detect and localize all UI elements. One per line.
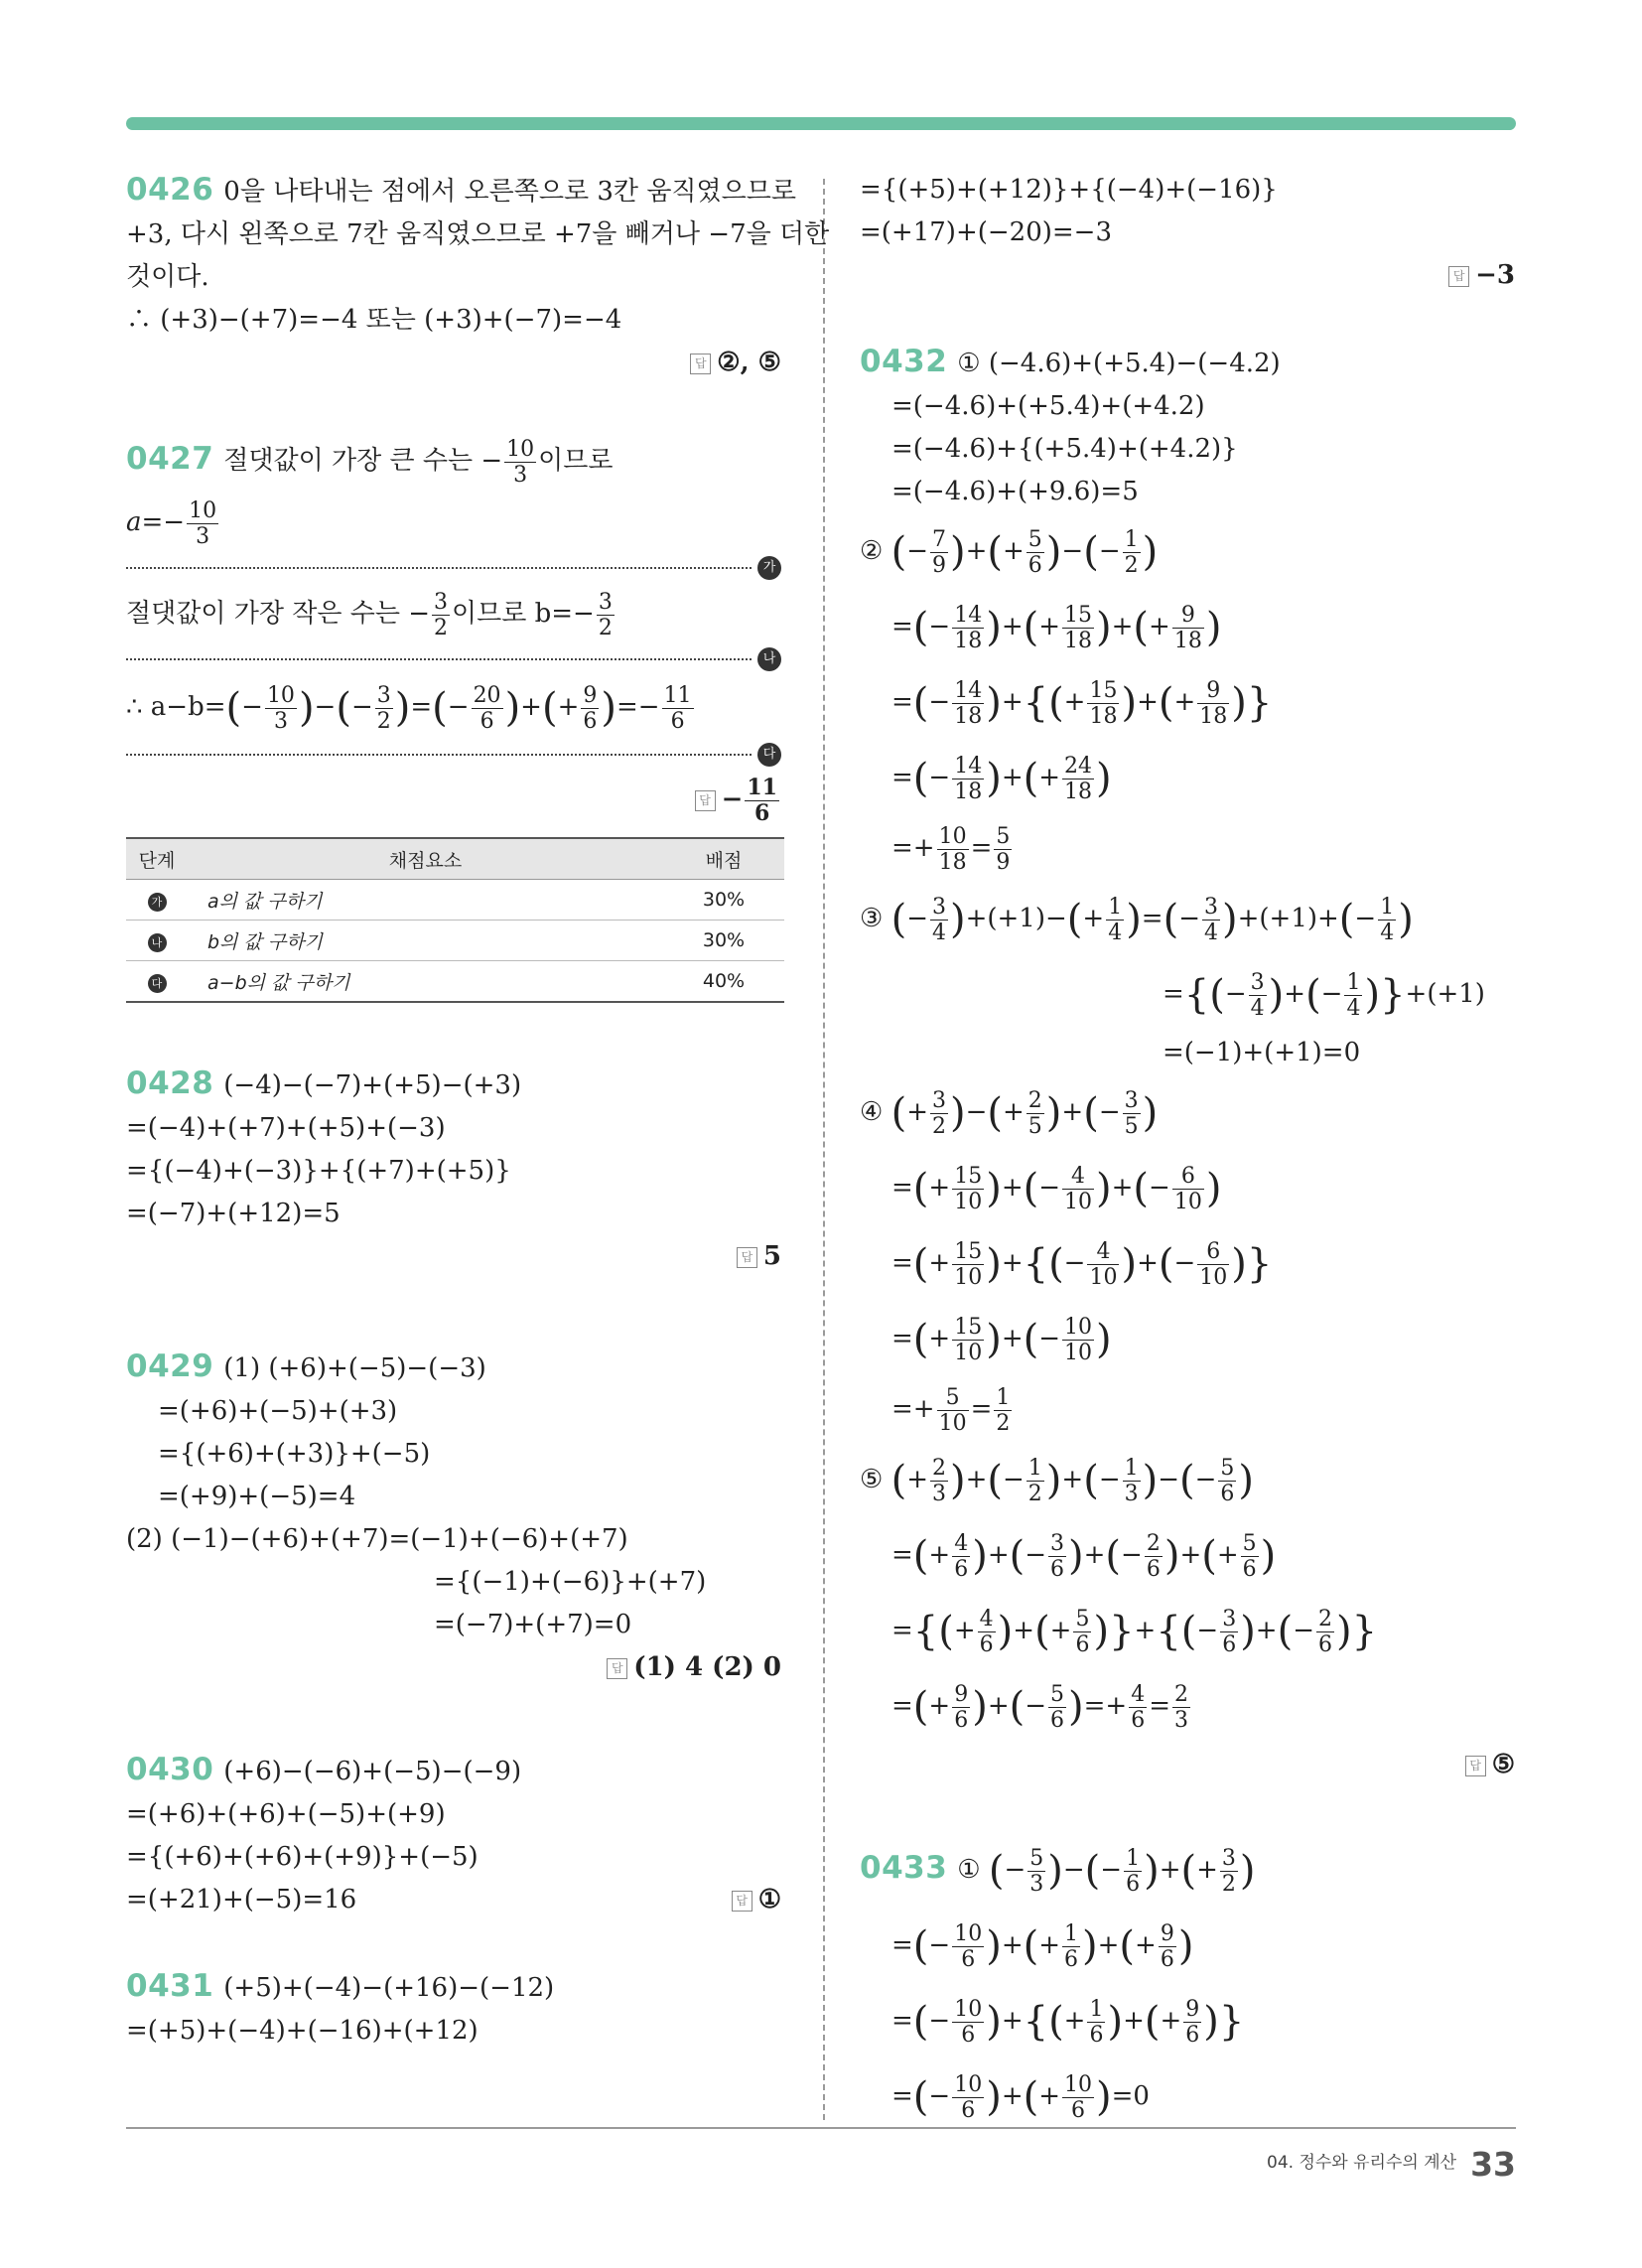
text-line: =(+17)+(−20)=−3 [860,217,1112,247]
text-line: ={(−1)+(−6)}+(+7) [434,1567,707,1597]
answer-icon: 답 [1465,1756,1486,1776]
problem-number: 0430 [126,1752,214,1787]
equation-line: =+ $\frac{5}{10}$ = $\frac{1}{2}$ [891,1384,1011,1436]
text-line: ① (−4.6)+(+5.4)−(−4.2) [957,349,1281,378]
problem-0427 [126,428,781,1003]
table-header: 단계 [126,838,188,880]
answer-icon: 답 [607,1658,627,1679]
problem-0433 [860,1830,1515,2134]
text-line: =(+9)+(−5)=4 [158,1482,356,1511]
step-mark-icon: 나 [757,647,781,671]
text-line: =(+6)+(−5)+(+3) [158,1396,398,1426]
text-line: =(+6)+(+6)+(−5)+(+9) [126,1799,446,1829]
text-line: (+5)+(−4)−(+16)−(−12) [223,1973,555,2003]
fraction: $\frac{3}{2}$ [434,589,449,640]
problem-number: 0428 [126,1065,214,1101]
scoring-table [126,837,784,1003]
fraction: $\frac{3}{2}$ [598,589,613,640]
equation-line: =(+ $\frac{15}{10}$ )+(− $\frac{10}{10}$ ) [891,1314,1112,1365]
problem-0430 [126,1749,781,1921]
equation-line: =(+ $\frac{15}{10}$ )+(− $\frac{4}{10}$ )+(− $\frac{6}{10}$ ) [891,1163,1222,1214]
answer: 답 5 [126,1235,781,1278]
equation-line: =+ $\frac{10}{18}$ = $\frac{5}{9}$ [891,823,1011,875]
top-accent-bar [126,117,1516,130]
equation-line: ③ (− $\frac{3}{4}$ )+(+1)−(+ $\frac{1}{4}$ )=(− $\frac{3}{4}$ )+(+1)+(− $\frac{1}{4}$ ) [860,894,1414,945]
step-mark-icon: 다 [757,743,781,767]
table-header: 배점 [663,838,784,880]
equation-line: ={(− $\frac{3}{4}$ )+(− $\frac{1}{4}$ )}+(+1) [1163,969,1485,1021]
problem-number: 0427 [126,441,214,477]
text-line: =(+5)+(−4)+(−16)+(+12) [126,2016,479,2046]
problem-0431 [126,1965,781,2053]
text-line: 절댓값이 가장 큰 수는 − [223,446,503,476]
table-row: 나 b의 값 구하기 30% [126,921,784,961]
text-line: (−4)−(−7)+(+5)−(+3) [223,1070,522,1100]
answer-icon: 답 [732,1891,753,1912]
text-line: =(−1)+(+1)=0 [1163,1038,1361,1067]
text-line: =(−4.6)+(+9.6)=5 [891,477,1139,506]
answer-icon: 답 [1448,266,1469,287]
answer-icon: 답 [695,790,716,811]
answer-icon: 답 [690,354,711,374]
text-line: =(−7)+(+12)=5 [126,1199,341,1228]
answer: 답 (1) 4 (2) 0 [126,1646,781,1689]
equation-line: =(+ $\frac{9}{6}$ )+(− $\frac{5}{6}$ )=+ $\frac{4}{6}$ = $\frac{2}{3}$ [891,1681,1188,1733]
right-column [860,169,1515,2134]
answer: 답 ②, ⑤ [126,342,781,384]
equation-line: ⑤ (+ $\frac{2}{3}$ )+(− $\frac{1}{2}$ )+(− $\frac{1}{3}$ )−(− $\frac{5}{6}$ ) [860,1455,1255,1506]
text-line: +3, 다시 왼쪽으로 7칸 움직였으므로 +7을 빼거나 −7을 더한 [126,219,830,249]
problem-0429 [126,1346,781,1689]
text-line: ={(+5)+(+12)}+{(−4)+(−16)} [860,175,1278,205]
fraction: $\frac{10}{3}$ [189,497,217,549]
equation-line: =(− $\frac{14}{18}$ )+{(+ $\frac{15}{18}$ )+(+ $\frac{9}{18}$ )} [891,677,1273,729]
page-footer [1267,2145,1516,2184]
text-line: (+6)−(−6)+(−5)−(−9) [223,1757,522,1786]
problem-number: 0431 [126,1968,214,2004]
text-line: =(−7)+(+7)=0 [434,1610,632,1639]
equation-line: =(− $\frac{14}{18}$ )+(+ $\frac{15}{18}$ )+(+ $\frac{9}{18}$ ) [891,602,1222,653]
problem-number: 0432 [860,344,948,379]
text-line: 것이다. [126,262,209,292]
text-line: (1) (+6)+(−5)−(−3) [223,1353,486,1383]
equation-line: =(− $\frac{10}{6}$ )+{(+ $\frac{1}{6}$ )+(+ $\frac{9}{6}$ )} [891,1996,1245,2048]
step-mark-icon: 다 [148,974,167,993]
equation-line: =(+ $\frac{4}{6}$ )+(− $\frac{3}{6}$ )+(− $\frac{2}{6}$ )+(+ $\frac{5}{6}$ ) [891,1530,1277,1582]
problem-0431-continued [860,169,1515,297]
equation-line: =(− $\frac{10}{6}$ )+(+ $\frac{10}{6}$ )=0 [891,2071,1150,2123]
text-line: =(−4.6)+{(+5.4)+(+4.2)} [891,434,1238,464]
equation-line: =(− $\frac{14}{18}$ )+(+ $\frac{24}{18}$ ) [891,753,1112,804]
step-mark-icon: 나 [148,933,167,952]
text-line: 이므로 b=− [452,599,595,629]
equation-line: ② (− $\frac{7}{9}$ )+(+ $\frac{5}{6}$ )−(− $\frac{1}{2}$ ) [860,526,1159,578]
equation-line: =(− $\frac{10}{6}$ )+(+ $\frac{1}{6}$ )+(+ $\frac{9}{6}$ ) [891,1920,1194,1972]
text-line: =(−4)+(+7)+(+5)+(−3) [126,1113,446,1143]
table-header: 채점요소 [188,838,663,880]
fraction: $\frac{10}{3}$ [506,436,535,488]
problem-number: 0433 [860,1850,948,1886]
text-line: ={(−4)+(−3)}+{(+7)+(+5)} [126,1156,511,1186]
text-line: 절댓값이 가장 작은 수는 − [126,599,431,629]
text-line: ={(+6)+(+6)+(+9)}+(−5) [126,1842,479,1872]
problem-0426 [126,169,830,384]
problem-0428 [126,1063,781,1278]
answer-icon: 답 [737,1247,757,1268]
table-row: 가 a의 값 구하기 30% [126,880,784,921]
text-line: =(−4.6)+(+5.4)+(+4.2) [891,391,1205,421]
page-number: 33 [1470,2145,1516,2184]
step-mark-icon: 가 [148,893,167,912]
text-line: =(+21)+(−5)=16 [126,1885,357,1914]
dotted-rule [126,747,776,762]
text-line: a=− [126,507,186,537]
text-line: (2) (−1)−(+6)+(+7)=(−1)+(−6)+(+7) [126,1524,628,1554]
dotted-rule [126,651,776,666]
equation-line: 0433 ① (− $\frac{5}{3}$ )−(− $\frac{1}{6}$ )+(+ $\frac{3}{2}$ ) [860,1845,1256,1897]
answer: 답 ① [732,1879,781,1921]
equation-line: ∴ a−b=(− $\frac{10}{3}$ )−(− $\frac{3}{2}$ )=(− $\frac{20}{6}$ )+(+ $\frac{9}{6}$ )=− $\frac{11}{6}$ [126,682,692,734]
column-divider [823,179,825,2120]
equation-line: ={(+ $\frac{4}{6}$ )+(+ $\frac{5}{6}$ )}+{(− $\frac{3}{6}$ )+(− $\frac{2}{6}$ )} [891,1606,1378,1657]
text-line: ={(+6)+(+3)}+(−5) [158,1439,431,1469]
problem-number: 0429 [126,1348,214,1384]
text-line: ∴ (+3)−(+7)=−4 또는 (+3)+(−7)=−4 [126,305,622,335]
step-mark-icon: 가 [757,556,781,580]
equation-line: =(+ $\frac{15}{10}$ )+{(− $\frac{4}{10}$ )+(− $\frac{6}{10}$ )} [891,1238,1273,1290]
answer: 답 ⑤ [860,1744,1515,1786]
equation-line: ④ (+ $\frac{3}{2}$ )−(+ $\frac{2}{5}$ )+(− $\frac{3}{5}$ ) [860,1087,1159,1139]
chapter-title: 04. 정수와 유리수의 계산 [1267,2153,1457,2173]
table-row: 다 a−b의 값 구하기 40% [126,961,784,1003]
dotted-rule [126,560,776,575]
left-column [126,169,830,2053]
answer: 답 −3 [860,254,1515,297]
text-line: 0을 나타내는 점에서 오른쪽으로 3칸 움직였으므로 [223,177,797,207]
problem-0432 [860,341,1515,1786]
text-line: 이므로 [538,446,614,476]
problem-number: 0426 [126,172,214,208]
answer: 답 − $\frac{11}{6}$ [126,770,781,829]
